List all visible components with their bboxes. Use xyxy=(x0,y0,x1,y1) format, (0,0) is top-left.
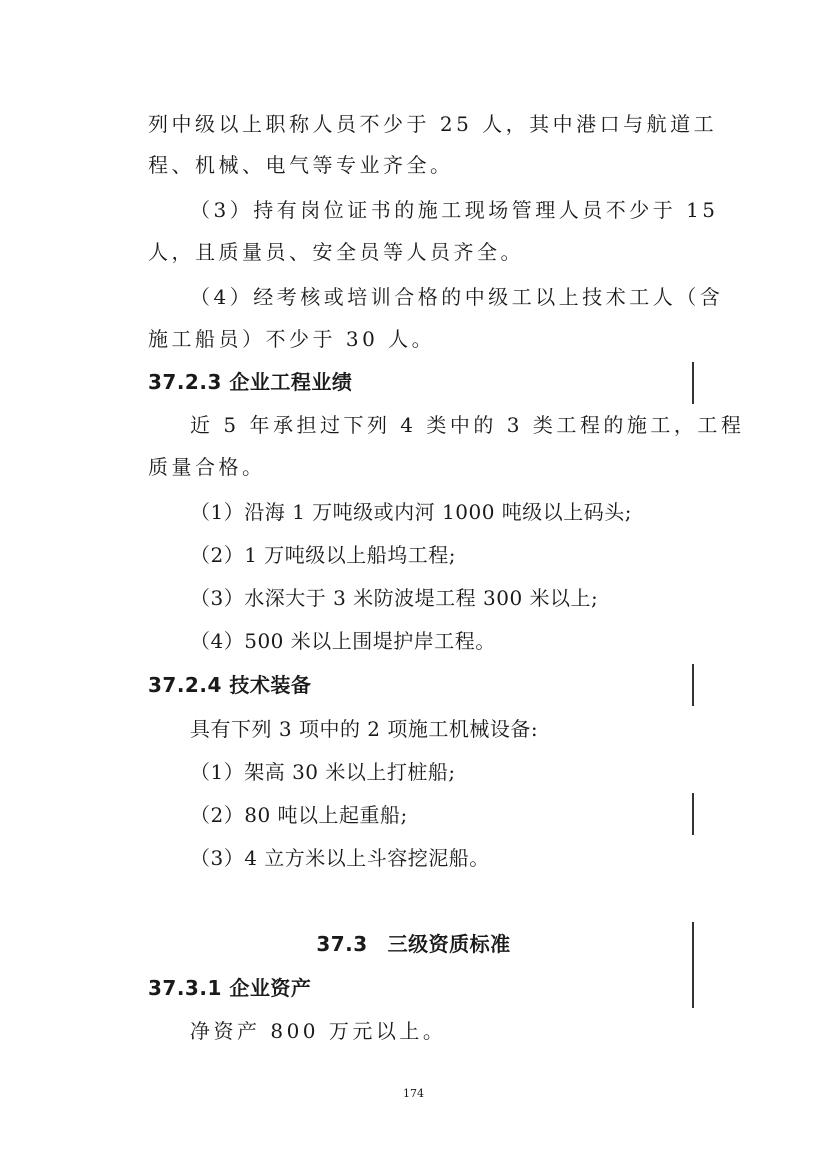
list-item: （3）水深大于 3 米防波堤工程 300 米以上; xyxy=(190,586,599,610)
section-title: 技术装备 xyxy=(229,673,312,697)
change-bar xyxy=(692,362,694,404)
body-line: 具有下列 3 项中的 2 项施工机械设备: xyxy=(190,717,539,741)
section-heading xyxy=(148,974,311,1002)
body-line: 程、机械、电气等专业齐全。 xyxy=(148,153,454,177)
section-heading xyxy=(148,368,352,396)
list-item: （2）80 吨以上起重船; xyxy=(190,803,408,827)
body-line: （3）持有岗位证书的施工现场管理人员不少于 15 xyxy=(190,198,719,222)
section-title: 企业工程业绩 xyxy=(229,370,353,394)
list-item: （3）4 立方米以上斗容挖泥船。 xyxy=(190,846,490,870)
change-bar xyxy=(692,793,694,835)
body-line: （4）经考核或培训合格的中级工以上技术工人（含 xyxy=(190,285,724,309)
section-title: 企业资产 xyxy=(229,976,312,1000)
section-title: 三级资质标准 xyxy=(387,932,511,956)
section-number: 37.3.1 xyxy=(148,976,222,1000)
change-bar xyxy=(692,664,694,706)
body-line: 净资产 800 万元以上。 xyxy=(190,1019,447,1043)
body-line: 质量合格。 xyxy=(148,455,266,479)
body-line: 人，且质量员、安全员等人员齐全。 xyxy=(148,240,524,264)
body-line: 近 5 年承担过下列 4 类中的 3 类工程的施工，工程 xyxy=(190,413,745,437)
body-line: 列中级以上职称人员不少于 25 人，其中港口与航道工 xyxy=(148,112,718,136)
list-item: （2）1 万吨级以上船坞工程; xyxy=(190,543,457,567)
section-heading xyxy=(148,671,311,699)
list-item: （1）沿海 1 万吨级或内河 1000 吨级以上码头; xyxy=(190,500,633,524)
list-item: （4）500 米以上围堤护岸工程。 xyxy=(190,629,496,653)
section-number: 37.3 xyxy=(316,932,368,956)
page-number: 174 xyxy=(403,1087,424,1100)
section-number: 37.2.4 xyxy=(148,673,222,697)
change-bar xyxy=(692,922,694,1008)
section-number: 37.2.3 xyxy=(148,370,222,394)
list-item: （1）架高 30 米以上打桩船; xyxy=(190,760,456,784)
chapter-section-title xyxy=(0,930,827,958)
body-line: 施工船员）不少于 30 人。 xyxy=(148,327,436,351)
